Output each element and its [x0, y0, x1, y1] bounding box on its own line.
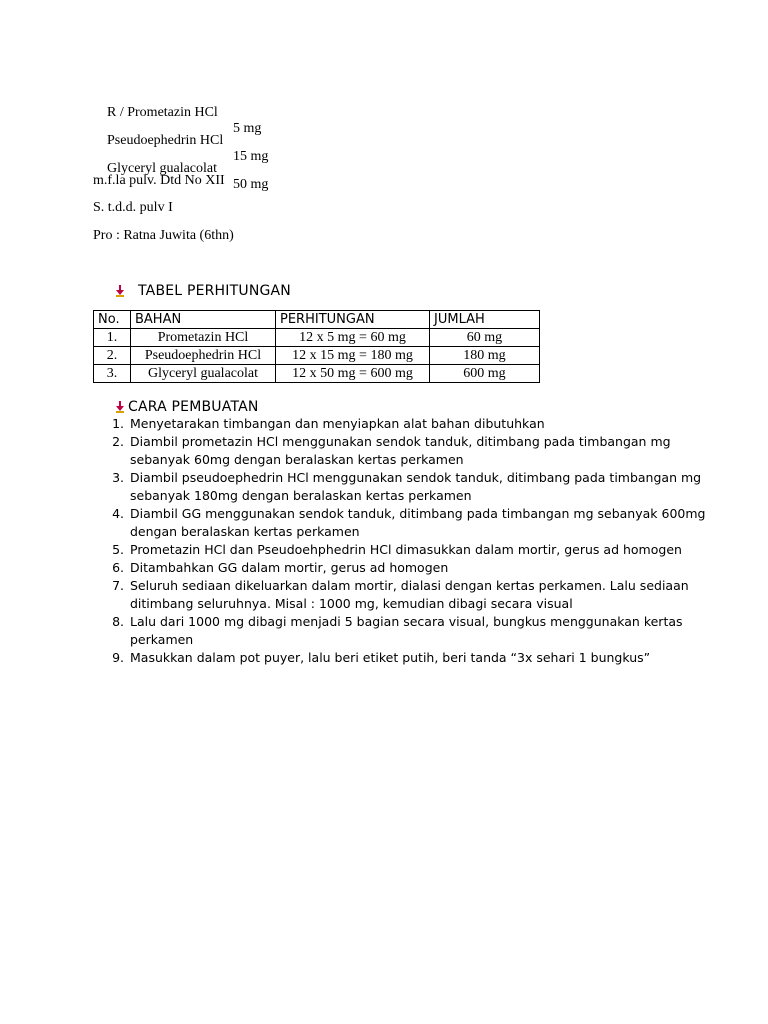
table-cell-jumlah: 600 mg [430, 365, 540, 383]
calculation-table [93, 310, 540, 383]
table-header-bahan: BAHAN [131, 311, 276, 329]
table-cell-bahan: Prometazin HCl [131, 329, 276, 347]
recipe-line-3-label: Glyceryl gualacolat [107, 161, 218, 176]
table-cell-perhitungan: 12 x 15 mg = 180 mg [276, 347, 430, 365]
arrow-down-bullet-icon [115, 401, 125, 413]
table-cell-perhitungan: 12 x 50 mg = 600 mg [276, 365, 430, 383]
table-header-jumlah: JUMLAH [430, 311, 540, 329]
list-item: 6. Ditambahkan GG dalam mortir, gerus ad homogen [128, 559, 708, 577]
table-cell-perhitungan: 12 x 5 mg = 60 mg [276, 329, 430, 347]
list-item: 8. Lalu dari 1000 mg dibagi menjadi 5 bagian secara visual, bungkus menggunakan kertas perkamen [128, 613, 708, 649]
table-cell-no: 1. [94, 329, 131, 347]
recipe-line-3-dose: 50 mg [233, 177, 269, 192]
list-item: 4. Diambil GG menggunakan sendok tanduk, ditimbang pada timbangan mg sebanyak 600mg dengan beralaskan kertas perkamen [128, 505, 708, 541]
steps-list [110, 415, 708, 667]
table-row [94, 365, 540, 383]
recipe-line-2-label: Pseudoephedrin HCl [107, 133, 224, 148]
recipe-line-2-dose: 15 mg [233, 149, 269, 164]
table-section-heading: TABEL PERHITUNGAN [138, 283, 291, 299]
recipe-line-1-dose: 5 mg [233, 121, 262, 136]
recipe-line-5: S. t.d.d. pulv I [93, 200, 173, 215]
table-row [94, 347, 540, 365]
table-header-row [94, 311, 540, 329]
steps-section-heading: CARA PEMBUATAN [128, 399, 259, 415]
list-item: 7. Seluruh sediaan dikeluarkan dalam mortir, dialasi dengan kertas perkamen. Lalu sediaan ditimbang seluruhnya. Misal : 1000 mg, kemudian dibagi secara visual [128, 577, 708, 613]
table-cell-bahan: Pseudoephedrin HCl [131, 347, 276, 365]
list-item: 1. Menyetarakan timbangan dan menyiapkan alat bahan dibutuhkan [128, 415, 708, 433]
table-cell-no: 2. [94, 347, 131, 365]
table-cell-jumlah: 60 mg [430, 329, 540, 347]
recipe-line-4: m.f.la pulv. Dtd No XII [93, 173, 225, 188]
arrow-down-bullet-icon [115, 285, 125, 297]
list-item: 5. Prometazin HCl dan Pseudoehphedrin HCl dimasukkan dalam mortir, gerus ad homogen [128, 541, 708, 559]
table-row [94, 329, 540, 347]
table-header-no: No. [94, 311, 131, 329]
table-cell-bahan: Glyceryl gualacolat [131, 365, 276, 383]
table-cell-no: 3. [94, 365, 131, 383]
list-item: 2. Diambil prometazin HCl menggunakan sendok tanduk, ditimbang pada timbangan mg sebanyak 60mg dengan beralaskan kertas perkamen [128, 433, 708, 469]
table-header-perhitungan: PERHITUNGAN [276, 311, 430, 329]
list-item: 3. Diambil pseudoephedrin HCl menggunakan sendok tanduk, ditimbang pada timbangan mg sebanyak 180mg dengan beralaskan kertas perkamen [128, 469, 708, 505]
recipe-line-1-label: R / Prometazin HCl [107, 105, 218, 120]
recipe-line-6: Pro : Ratna Juwita (6thn) [93, 228, 234, 243]
table-cell-jumlah: 180 mg [430, 347, 540, 365]
list-item: 9. Masukkan dalam pot puyer, lalu beri etiket putih, beri tanda “3x sehari 1 bungkus” [128, 649, 708, 667]
